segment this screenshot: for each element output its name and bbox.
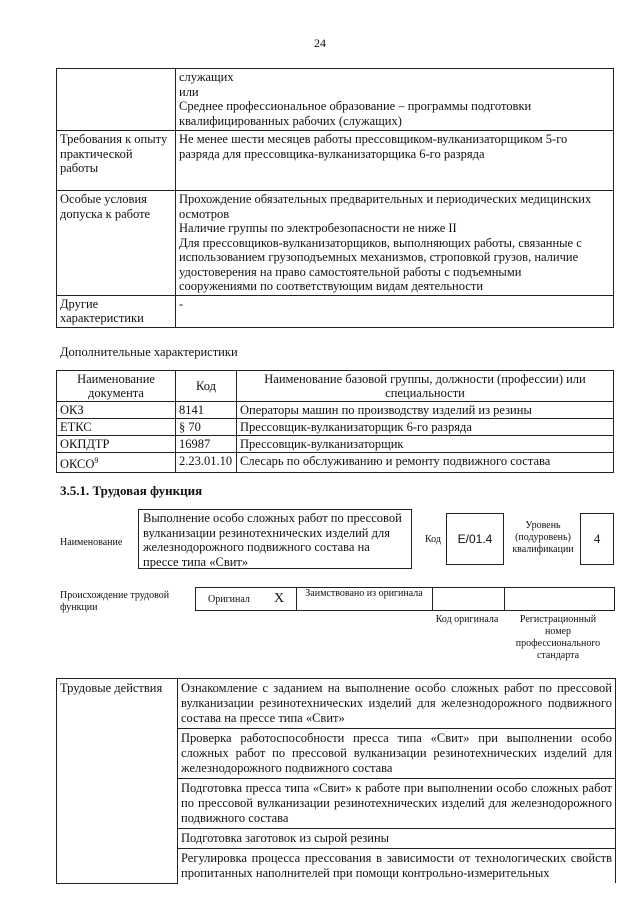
text-line: разряда для прессовщика-вулканизаторщика 6-го разряда: [179, 146, 485, 161]
function-name-box: [138, 509, 412, 569]
action-item: Проверка работоспособности пресса типа «Свит» при выполнении особо сложных работ по прессовой вулканизации резинотехнических изделий для железнодорожного подвижного состава: [178, 729, 616, 779]
footnote-mark: 9: [94, 456, 99, 465]
code-cell: 16987: [176, 436, 237, 453]
text-line: или: [179, 84, 199, 99]
row-label: [57, 69, 176, 131]
column-header: Наименование документа: [57, 371, 176, 402]
column-header: Наименование базовой группы, должности (профессии) или специальности: [237, 371, 614, 402]
text-line: удостоверения на право самостоятельной работы с подъемными: [179, 264, 522, 279]
action-item: Ознакомление с заданием на выполнение особо сложных работ по прессовой вулканизации резинотехнических изделий для железнодорожного подвижного состава на прессе типа «Свит»: [178, 679, 616, 729]
text-line: сооружениями по соответствующим видам деятельности: [179, 279, 484, 293]
text-line: Наличие группы по электробезопасности не ниже II: [179, 221, 457, 235]
code-cell: 2.23.01.10: [176, 453, 237, 473]
doc-name: ОКСО: [60, 457, 95, 472]
text-line: Не менее шести месяцев работы прессовщиком-вулканизаторщиком 5-го: [179, 132, 568, 146]
text-line: квалифицированных рабочих (служащих): [179, 113, 402, 128]
column-header: Код: [176, 371, 237, 402]
action-item: Подготовка заготовок из сырой резины: [178, 829, 616, 849]
origin-box: [195, 587, 615, 611]
original-mark: X: [274, 591, 285, 606]
table-row: [57, 453, 614, 473]
reg-number-label: Регистрационный номер профессионального стандарта: [515, 614, 601, 661]
header-row: [57, 371, 614, 402]
text-line: Среднее профессиональное образование – программы подготовки: [179, 99, 532, 113]
original-label: Оригинал: [208, 594, 250, 605]
code-cell: 8141: [176, 402, 237, 419]
level-box: [580, 513, 614, 565]
name-cell: Операторы машин по производству изделий из резины: [237, 402, 614, 419]
text-line: Прохождение обязательных предварительных и периодических медицинских: [179, 192, 592, 206]
action-item: Подготовка пресса типа «Свит» к работе при выполнении особо сложных работ по прессовой вулканизации резинотехнических изделий для железнодорожного подвижного состава: [178, 779, 616, 829]
table-row: [57, 419, 614, 436]
function-code: E/01.4: [457, 532, 493, 546]
doc-cell: ОКПДТР: [57, 436, 176, 453]
section-title: 3.5.1. Трудовая функция: [60, 483, 203, 498]
text-line: осмотров: [179, 206, 230, 221]
row-value: [176, 191, 614, 296]
requirements-table: [56, 68, 614, 328]
text-line: использованием грузоподъемных механизмов, строповкой грузов, наличие: [179, 250, 579, 264]
code-box: [446, 513, 504, 565]
row-value: [176, 69, 614, 131]
table-row: [57, 402, 614, 419]
row-label: Другие характеристики: [57, 295, 176, 327]
action-item: Регулировка процесса прессования в зависимости от технологических свойств пропитанных наполнителей при помощи контрольно-измерительных: [178, 849, 616, 884]
text-line: служащих: [179, 70, 234, 84]
level-value: 4: [593, 531, 601, 546]
additional-table: [56, 370, 614, 473]
code-label: Код: [425, 534, 441, 545]
table-row: [57, 69, 614, 131]
name-cell: Прессовщик-вулканизаторщик: [237, 436, 614, 453]
row-value: -: [176, 295, 614, 327]
row-value: [176, 131, 614, 191]
row-label: Требования к опыту практической работы: [57, 131, 176, 191]
name-label: Наименование: [60, 537, 123, 548]
borrowed-label: Заимствовано из оригинала: [305, 588, 423, 599]
row-label: Особые условия допуска к работе: [57, 191, 176, 296]
text-line: Для прессовщиков-вулканизаторщиков, выполняющих работы, связанные с: [179, 235, 582, 250]
page-number: 24: [314, 36, 326, 50]
table-row: [57, 436, 614, 453]
doc-cell: [57, 453, 176, 473]
name-cell: Прессовщик-вулканизаторщик 6-го разряда: [237, 419, 614, 436]
additional-heading: Дополнительные характеристики: [60, 345, 238, 359]
code-original-label: Код оригинала: [435, 614, 499, 625]
table-row: [57, 295, 614, 327]
table-row: [57, 679, 616, 729]
actions-label: Трудовые действия: [57, 679, 178, 884]
table-row: [57, 191, 614, 296]
function-name: Выполнение особо сложных работ по прессовой вулканизации резинотехнических изделий для железнодорожного подвижного состава на прессе типа «Свит»: [143, 511, 402, 569]
actions-table: [56, 678, 616, 884]
code-cell: § 70: [176, 419, 237, 436]
origin-label: Происхождение трудовой функции: [60, 590, 170, 613]
doc-cell: ЕТКС: [57, 419, 176, 436]
doc-cell: ОКЗ: [57, 402, 176, 419]
level-label: Уровень (подуровень) квалификации: [512, 520, 574, 555]
name-cell: Слесарь по обслуживанию и ремонту подвижного состава: [237, 453, 614, 473]
table-row: [57, 131, 614, 191]
